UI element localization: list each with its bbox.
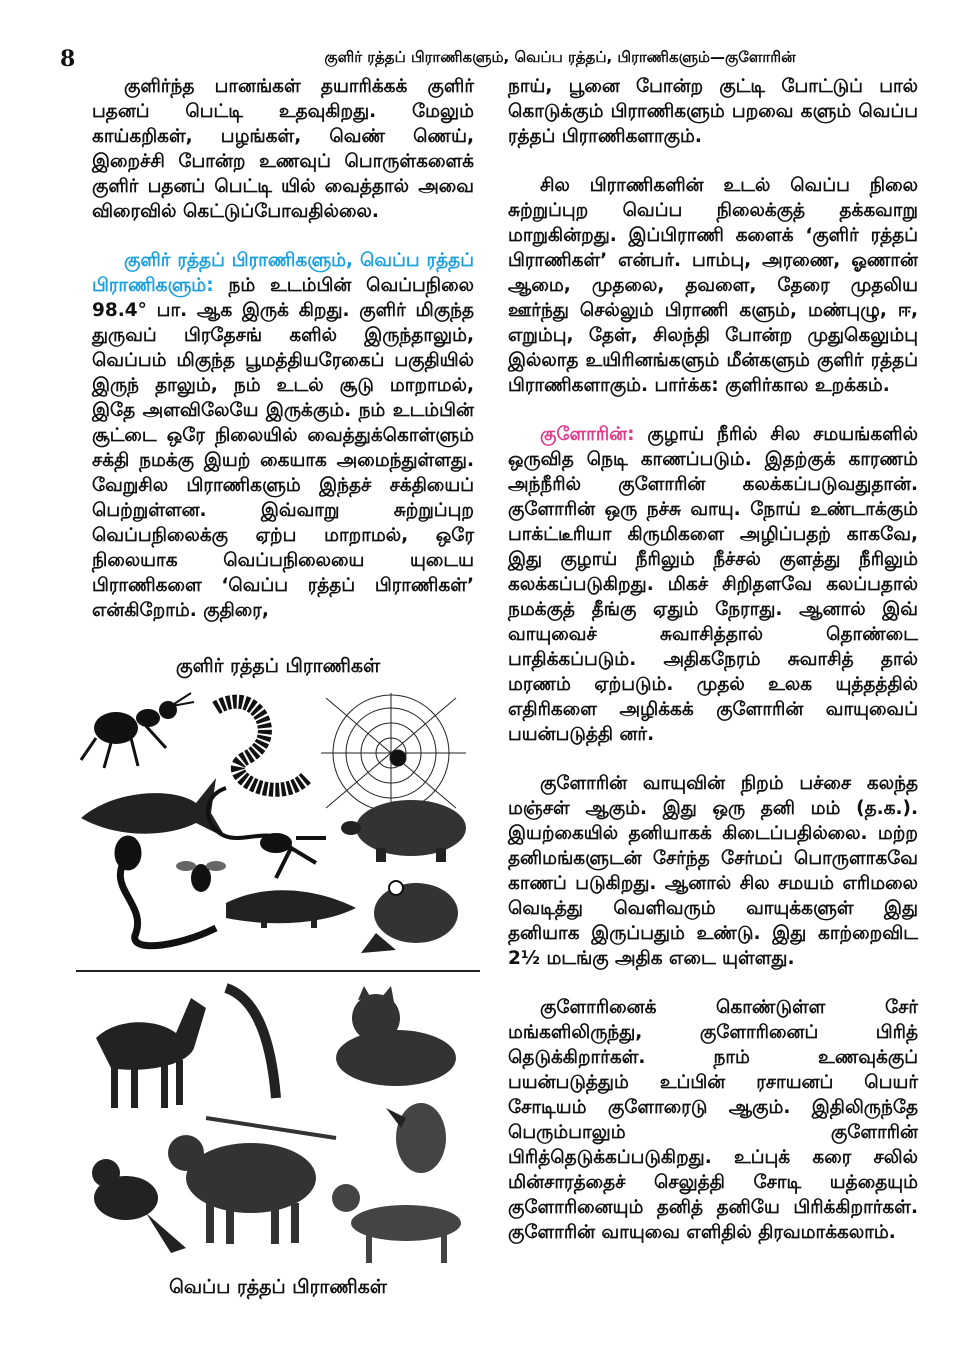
horse-illustration (96, 998, 206, 1108)
cold-blooded-paragraph: சில பிராணிகளின் உடல் வெப்ப நிலை சுற்றுப்புற வெப்ப நிலைக்குத் தக்கவாறு மாறுகின்றது. இப்பிராணி களைக் ‘குளிர் ரத்தப் பிராணிகள்’ என்பர். பாம்பு, அரணை, ஓணான் ஆமை, முதலை, தவளை, தேரை முதலிய ஊர்ந்து செல்லும் பிராணி களும், மண்புழு, ஈ, எறும்பு, தேள், சிலந்தி போன்ற முதுகெலும்பு இல்லாத உயிரினங்களும் மீன்களும் குளிர் ரத்தப் பிராணிகளாகும். பார்க்க: குளிர்கால உறக்கம். (508, 175, 918, 396)
sparrow-illustration (92, 1159, 186, 1253)
warm-blooded-continuation: நாய், பூனை போன்ற குட்டி போட்டுப் பால் கொடுக்கும் பிராணிகளும் பறவை களும் வெப்ப ரத்தப் பிராணிகளாகும். (508, 76, 918, 147)
page-number: 8 (60, 46, 76, 72)
parrot-illustration (386, 1103, 446, 1173)
dog-illustration (332, 1184, 461, 1263)
section-heading-cold-warm-blood: குளிர் ரத்தப் பிராணிகளும், வெப்ப ரத்தப் பிராணிகளும்: (92, 250, 474, 296)
figure-divider (76, 970, 480, 972)
crocodile-illustration (226, 890, 356, 928)
warm-blood-text: நம் உடம்பின் வெப்பநிலை 98.4° பா. ஆக இருக் கிறது. குளிர் மிகுந்த துருவப் பிரதேசங் களில் இருந்தாலும், வெப்பம் மிகுந்த பூமத்தியரேகைப் பகுதியில் இருந் தாலும், நம் உடல் சூடு மாறாமல், இதே அளவிலேயே இருக்கும். நம் உடம்பின் சூட்டை ஒரே நிலையில் வைத்துக்கொள்ளும் சக்தி நமக்கு இயற் கையாக அமைந்துள்ளது. வேறுசில பிராணிகளும் இந்தச் சக்தியைப் பெற்றுள்ளன. இவ்வாறு சுற்றுப்புற வெப்பநிலைக்கு ஏற்ப மாறாமல், ஒரே நிலையாக வெப்பநிலையை யுடைய பிராணிகளை ‘வெப்ப ரத்தப் பிராணிகள்’ என்கிறோம். குதிரை, (92, 275, 474, 621)
fly-illustration (176, 861, 226, 892)
chlorine-extraction-paragraph: குளோரினைக் கொண்டுள்ள சேர் மங்களிலிருந்து, குளோரினைப் பிரித் தெடுக்கிறார்கள். நாம் உணவுக்குப் பயன்படுத்தும் உப்பின் ரசாயனப் பெயர் சோடியம் குளோரைடு ஆகும். இதிலிருந்தே பெரும்பாலும் குளோரின் பிரித்தெடுக்கப்படுகிறது. உப்புக் கரை சலில் மின்சாரத்தைச் செலுத்தி சோடி யத்தையும் குளோரினையும் தனித் தனியே பிரிக்கிறார்கள். குளோரின் வாயுவை எளிதில் திரவமாக்கலாம். (508, 997, 918, 1243)
ox-illustration (168, 1135, 316, 1244)
fish-illustration (81, 778, 226, 838)
warm-blooded-animals-illustration (76, 978, 480, 1270)
intro-paragraph: குளிர்ந்த பானங்கள் தயாரிக்கக் குளிர் பதனப் பெட்டி உதவுகிறது. மேலும் காய்கறிகள், பழங்கள், வெண் ணெய், இறைச்சி போன்ற உணவுப் பொருள்களைக் குளிர் பதனப் பெட்டி யில் வைத்தால் அவை விரைவில் கெட்டுப்போவதில்லை. (92, 76, 474, 222)
ant-illustration (81, 693, 194, 768)
warm-blooded-figure-caption: வெப்ப ரத்தப் பிராணிகள் (169, 1276, 387, 1298)
chlorine-properties-paragraph: குளோரின் வாயுவின் நிறம் பச்சை கலந்த மஞ்சள் ஆகும். இது ஒரு தனி மம் (த.க.). இயற்கையில் தனியாகக் கிடைப்பதில்லை. மற்ற தனிமங்களுடன் சேர்ந்த சேர்மப் பொருளாகவே காணப் படுகிறது. ஆனால் சில சமயம் எரிமலை வெடித்து வெளிவரும் வாயுக்களுள் இது தனியாக இருப்பதும் உண்டு. இது காற்றைவிட 2½ மடங்கு அதிக எடை யுள்ளது. (508, 773, 918, 969)
chlorine-intro-paragraph (508, 422, 918, 747)
millipede-illustration (216, 702, 306, 790)
snake-illustration (118, 839, 216, 946)
warm-blood-paragraph (92, 248, 474, 623)
spider-web-illustration (321, 693, 466, 813)
cold-blooded-figure-caption: குளிர் ரத்தப் பிராணிகள் (175, 655, 381, 677)
chlorine-heading: குளோரின்: (540, 424, 635, 445)
cat-illustration (336, 986, 456, 1086)
bee-eater-bird-illustration (206, 988, 336, 1138)
right-column (508, 74, 918, 1269)
left-column (92, 74, 474, 647)
cold-blooded-animals-illustration (76, 688, 480, 960)
running-header: குளிர் ரத்தப் பிராணிகளும், வெப்ப ரத்தப், பிராணிகளும்—குளோரின் (324, 48, 796, 66)
scorpion-illustration (208, 788, 326, 878)
turtle-illustration (341, 800, 466, 862)
frog-illustration (361, 881, 458, 953)
chlorine-intro-text: குழாய் நீரில் சில சமயங்களில் ஒருவித நெடி காணப்படும். இதற்குக் காரணம் அந்நீரில் குளோரின் கலக்கப்படுவதுதான். குளோரின் ஒரு நச்சு வாயு. நோய் உண்டாக்கும் பாக்ட்டீரியா கிருமிகளை அழிப்பதற் காகவே, இது குழாய் நீரிலும் நீச்சல் குளத்து நீரிலும் கலக்கப்படுகிறது. மிகச் சிறிதளவே கலப்பதால் நமக்குத் தீங்கு ஏதும் நேராது. ஆனால் இவ் வாயுவைச் சுவாசித்தால் தொண்டை பாதிக்கப்படும். அதிகநேரம் சுவாசித் தால் மரணம் ஏற்படும். முதல் உலக யுத்தத்தில் எதிரிகளை அழிக்கக் குளோரின் வாயுவைப் பயன்படுத்தி னர். (508, 424, 918, 745)
